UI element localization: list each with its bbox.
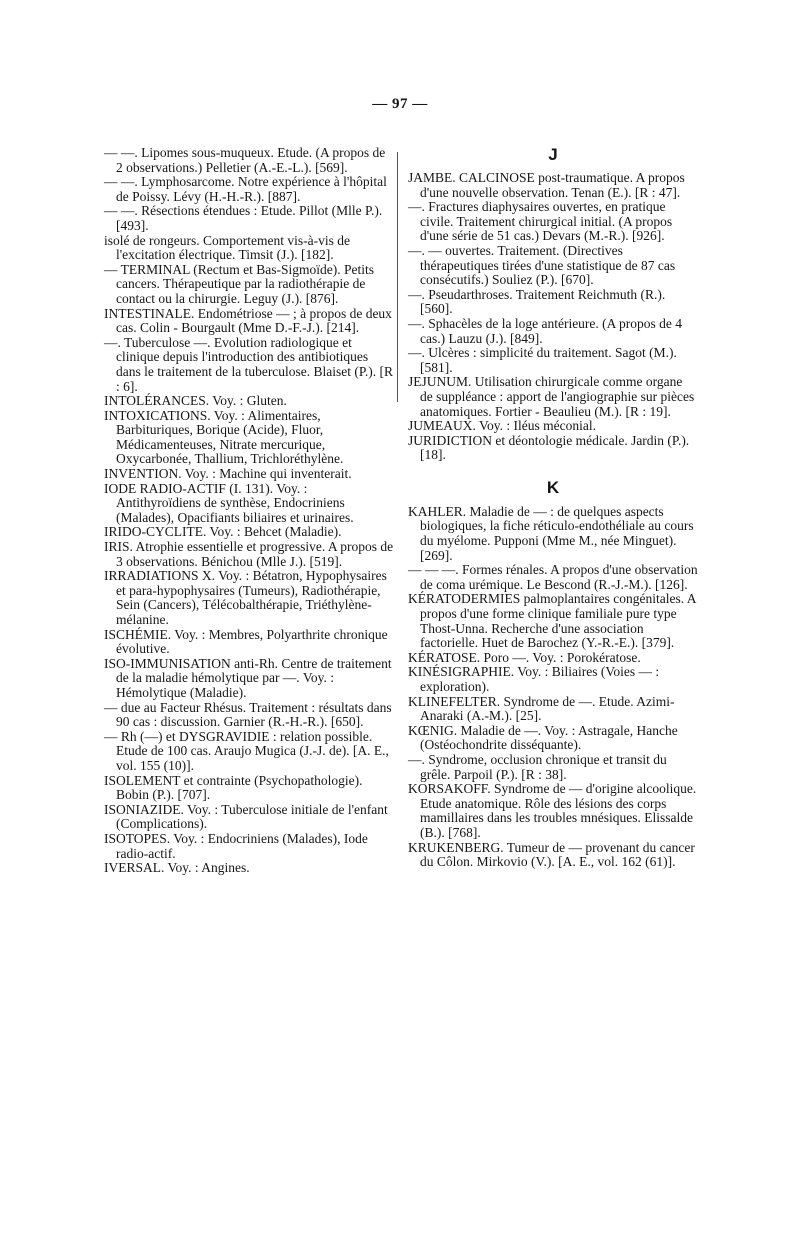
left-column (104, 146, 394, 876)
index-entry: ISCHÉMIE. Voy. : Membres, Polyarthrite chronique évolutive. (104, 626, 388, 657)
index-entry: —. Pseudarthroses. Traitement Reichmuth (R.). [560]. (408, 286, 666, 317)
index-entry: — TERMINAL (Rectum et Bas-Sigmoïde). Petits cancers. Thérapeutique par la radiothérapie de contact ou la chirurgie. Leguy (J.). [876]. (104, 261, 374, 306)
index-entry: JAMBE. CALCINOSE post-traumatique. A propos d'une nouvelle observation. Tenan (E.). [R : 47]. (408, 170, 685, 200)
index-entry: KLINEFELTER. Syndrome de —. Etude. Azimi-Anaraki (A.-M.). [25]. (408, 693, 675, 724)
index-entry: ISOTOPES. Voy. : Endocriniens (Malades), Iode radio-actif. (104, 830, 368, 861)
index-entry: IRIDO-CYCLITE. Voy. : Behcet (Maladie). (104, 524, 342, 540)
column-divider (397, 152, 398, 402)
index-entry: KÉRATODERMIES palmoplantaires congénitales. A propos d'une forme clinique familiale pure type Thost-Unna. Recherche d'une association factorielle. Huet de Barochez (Y.-R.-E.). [379]. (408, 591, 696, 651)
right-column (408, 146, 698, 870)
index-entry: ISO-IMMUNISATION anti-Rh. Centre de traitement de la maladie hémolytique par —. Voy. : Hémolytique (Maladie). (104, 655, 392, 700)
index-entry: — —. Lipomes sous-muqueux. Etude. (A propos de 2 observations.) Pelletier (A.-E.-L.). [569]. (104, 145, 386, 175)
index-entry: — Rh (—) et DYSGRAVIDIE : relation possible. Etude de 100 cas. Araujo Mugica (J.-J. de). [A. E., vol. 155 (10)]. (104, 728, 389, 773)
index-entry: JUMEAUX. Voy. : Iléus méconial. (408, 418, 596, 434)
section-letter-k: K (546, 477, 560, 497)
index-entry: IRRADIATIONS X. Voy. : Bétatron, Hypophysaires et para-hypophysaires (Tumeurs), Radiothérapie, Sein (Cancers), Télécobalthérapie, Triéthylène-mélanine. (104, 568, 387, 627)
index-entry: —. Sphacèles de la loge antérieure. (A propos de 4 cas.) Lauzu (J.). [849]. (408, 315, 683, 346)
section-letter-j: J (548, 145, 558, 164)
index-entry: JURIDICTION et déontologie médicale. Jardin (P.). [18]. (408, 432, 690, 463)
index-entry: INTOLÉRANCES. Voy. : Gluten. (104, 393, 287, 409)
index-entry: —. Ulcères : simplicité du traitement. Sagot (M.). [581]. (408, 345, 677, 375)
index-entry: INVENTION. Voy. : Machine qui inventerait. (104, 466, 352, 482)
index-entry: —. Fractures diaphysaires ouvertes, en pratique civile. Traitement chirurgical initial. (A propos d'une série de 51 cas.) Devars (M.-R.). [926]. (408, 199, 673, 244)
index-entry: IRIS. Atrophie essentielle et progressive. A propos de 3 observations. Bénichou (Mlle J.). [519]. (104, 539, 394, 569)
index-entry: KINÉSIGRAPHIE. Voy. : Biliaires (Voies — : exploration). (408, 664, 660, 694)
index-entry: KRUKENBERG. Tumeur de — provenant du cancer du Côlon. Mirkovio (V.). [A. E., vol. 162 (61)]. (408, 839, 695, 870)
index-entry: INTESTINALE. Endométriose — ; à propos de deux cas. Colin - Bourgault (Mme D.-F.-J.). [214]. (104, 305, 392, 336)
index-entry: —. Syndrome, occlusion chronique et transit du grêle. Parpoil (P.). [R : 38]. (408, 751, 667, 782)
index-entry: IVERSAL. Voy. : Angines. (104, 860, 250, 876)
index-entry: — — —. Formes rénales. A propos d'une observation de coma urémique. Le Bescond (R.-J.-M.). [126]. (408, 562, 698, 592)
index-entry: isolé de rongeurs. Comportement vis-à-vis de l'excitation électrique. Timsit (J.). [182]. (104, 232, 350, 263)
index-entry: INTOXICATIONS. Voy. : Alimentaires, Barbituriques, Borique (Acide), Fluor, Médicamenteuses, Nitrate mercurique, Oxycarbonée, Thallium, Trichloréthylène. (104, 407, 344, 467)
index-entry: KŒNIG. Maladie de —. Voy. : Astragale, Hanche (Ostéochondrite disséquante). (408, 722, 678, 753)
index-entry: ISONIAZIDE. Voy. : Tuberculose initiale de l'enfant (Complications). (104, 801, 388, 832)
index-entry: ISOLEMENT et contrainte (Psychopathologie). Bobin (P.). [707]. (104, 772, 363, 803)
index-entry: IODE RADIO-ACTIF (I. 131). Voy. : Antithyroïdiens de synthèse, Endocriniens (Malades), Opacifiants biliaires et urinaires. (104, 480, 354, 525)
index-entry: —. — ouvertes. Traitement. (Directives thérapeutiques tirées d'une statistique de 87 cas consécutifs.) Souliez (P.). [670]. (408, 242, 676, 288)
page-number: — 97 — (372, 96, 428, 112)
index-entry: KORSAKOFF. Syndrome de — d'origine alcoolique. Etude anatomique. Rôle des lésions des corps mamillaires dans les troubles mnésiques. Elissalde (B.). [768]. (408, 781, 697, 840)
index-entry: —. Tuberculose —. Evolution radiologique et clinique depuis l'introduction des antibiotiques dans le traitement de la tuberculose. Blaiset (P.). [R : 6]. (104, 334, 394, 394)
index-entry: — —. Résections étendues : Etude. Pillot (Mlle P.). [493]. (104, 203, 383, 233)
index-entry: — —. Lymphosarcome. Notre expérience à l'hôpital de Poissy. Lévy (H.-H.-R.). [887]. (104, 174, 387, 204)
index-entry: — due au Facteur Rhésus. Traitement : résultats dans 90 cas : discussion. Garnier (R.-H.-R.). [650]. (104, 699, 392, 730)
index-entry: JEJUNUM. Utilisation chirurgicale comme organe de suppléance : apport de l'angiographie sur pièces anatomiques. Fortier - Beaulieu (M.). [R : 19]. (408, 374, 695, 419)
index-entry: KAHLER. Maladie de — : de quelques aspects biologiques, la fiche réticulo-endothéliale au cours du myélome. Pupponi (Mme M., née Minguet). [269]. (408, 503, 694, 563)
index-entry: KÉRATOSE. Poro —. Voy. : Porokératose. (408, 649, 641, 665)
